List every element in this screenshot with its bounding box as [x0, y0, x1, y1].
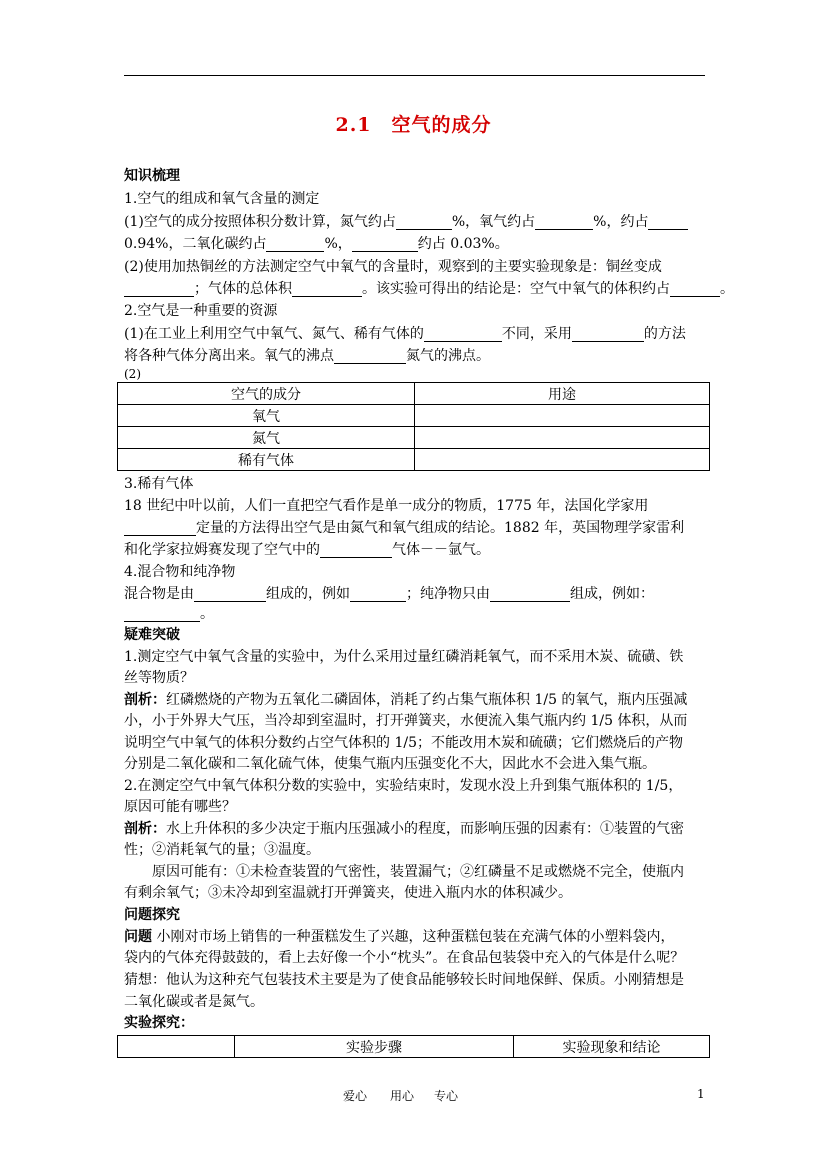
header-rule — [124, 75, 705, 76]
blank — [334, 349, 406, 364]
blank — [352, 237, 418, 252]
table-row — [118, 449, 710, 471]
table-cell — [415, 405, 710, 427]
item-title-4: 4.混合物和纯净物 — [124, 564, 236, 580]
item-title-2: 2.空气是一种重要的资源 — [124, 303, 278, 319]
difficulty-1-question-line-1: 1.测定空气中氧气含量的实验中，为什么采用过量红磷消耗氧气，而不采用木炭、硫磺、铁 — [124, 649, 684, 665]
table-cell — [415, 427, 710, 449]
blank — [490, 587, 570, 602]
difficulty-2-answer-line-2: 性；②消耗氧气的量；③温度。 — [124, 842, 320, 858]
table-cell — [415, 449, 710, 471]
table-cell: 稀有气体 — [118, 449, 415, 471]
air-components-table — [117, 382, 710, 471]
analysis-label: 剖析： — [124, 692, 166, 708]
question-5-line-1: 18 世纪中叶以前，人们一直把空气看作是单一成分的物质，1775 年，法国化学家用 — [124, 498, 649, 514]
table-cell: 氧气 — [118, 405, 415, 427]
question-2-line-2: ；气体的总体积 。该实验可得出的结论是：空气中氧气的体积约占 。 — [124, 281, 734, 297]
difficulty-1-answer-line-1: 剖析：红磷燃烧的产物为五氧化二磷固体，消耗了约占集气瓶体积 1/5 的氧气，瓶内压强减 — [124, 692, 688, 708]
question-6-line-2: 。 — [124, 606, 214, 622]
inquiry-line-4: 二氧化碳或者是氮气。 — [124, 994, 264, 1010]
item-title-3: 3.稀有气体 — [124, 476, 194, 492]
section-heading-knowledge: 知识梳理 — [124, 168, 180, 184]
difficulty-1-answer-line-2: 小，小于外界大气压，当冷却到室温时，打开弹簧夹，水便流入集气瓶内约 1/5 体积，从而 — [124, 713, 688, 729]
section-heading-difficulties: 疑难突破 — [124, 627, 180, 643]
difficulty-2-answer-line-1: 剖析：水上升体积的多少决定于瓶内压强减小的程度，而影响压强的因素有：①装置的气密 — [124, 821, 684, 837]
table-cell: 氮气 — [118, 427, 415, 449]
blank — [670, 282, 720, 297]
question-2-line-1: (2)使用加热铜丝的方法测定空气中氧气的含量时，观察到的主要实验现象是：铜丝变成 — [124, 259, 662, 275]
difficulty-1-answer-line-4: 分别是二氧化碳和二氧化硫气体，使集气瓶内压强变化不大，因此水不会进入集气瓶。 — [124, 756, 656, 772]
blank — [535, 215, 593, 230]
question-5-line-2: 定量的方法得出空气是由氮气和氧气组成的结论。1882 年，英国物理学家雷利 — [124, 520, 684, 536]
question-3-line-2: 将各种气体分离出来。氧气的沸点 氮气的沸点。 — [124, 348, 490, 364]
difficulty-2-answer-line-4: 有剩余氧气；③未冷却到室温就打开弹簧夹，使进入瓶内水的体积减少。 — [124, 885, 572, 901]
blank — [124, 282, 194, 297]
table-header-cell — [118, 1036, 235, 1058]
blank — [424, 327, 502, 342]
blank — [124, 521, 196, 536]
blank — [572, 327, 644, 342]
problem-label: 问题 — [124, 929, 152, 945]
footer-motto-2: 用心 — [390, 1089, 415, 1103]
experiment-heading: 实验探究： — [124, 1015, 194, 1031]
footer-motto-3: 专心 — [434, 1089, 459, 1103]
table-header-row — [118, 1036, 710, 1058]
question-6-line-1: 混合物是由 组成的，例如 ；纯净物只由 组成，例如： — [124, 586, 654, 602]
analysis-label: 剖析： — [124, 821, 166, 837]
inquiry-line-2: 袋内的气体充得鼓鼓的，看上去好像一个小“枕头”。在食品包装袋中充入的气体是什么呢？ — [124, 950, 685, 966]
footer-motto-1: 爱心 — [343, 1089, 368, 1103]
table-header-cell: 用途 — [415, 383, 710, 405]
table-header-row — [118, 383, 710, 405]
question-5-line-3: 和化学家拉姆赛发现了空气中的 气体－－氩气。 — [124, 542, 490, 558]
blank — [124, 607, 200, 622]
inquiry-line-1: 问题 小刚对市场上销售的一种蛋糕发生了兴趣，这种蛋糕包装在充满气体的小塑料袋内， — [124, 929, 675, 945]
section-heading-inquiry: 问题探究 — [124, 907, 180, 923]
blank — [350, 587, 406, 602]
question-1-line-2: 0.94%，二氧化碳约占 %， 约占 0.03%。 — [124, 236, 509, 252]
blank — [266, 237, 324, 252]
table-header-cell: 实验步骤 — [235, 1036, 514, 1058]
question-1-line-1: (1)空气的成分按照体积分数计算，氮气约占 %，氧气约占 %，约占 — [124, 214, 688, 230]
difficulty-2-question-line-2: 原因可能有哪些？ — [124, 799, 236, 815]
blank — [194, 587, 266, 602]
difficulty-2-question-line-1: 2.在测定空气中氧气体积分数的实验中，实验结束时，发现水没上升到集气瓶体积的 1/5， — [124, 778, 683, 794]
inquiry-line-3: 猜想：他认为这种充气包装技术主要是为了使食品能够较长时间地保鲜、保质。小刚猜想是 — [124, 972, 684, 988]
table-row — [118, 427, 710, 449]
item-title-1: 1.空气的组成和氧气含量的测定 — [124, 191, 320, 207]
page-number: 1 — [697, 1087, 705, 1101]
question-4-label: (2) — [124, 367, 141, 381]
difficulty-1-question-line-2: 丝等物质？ — [124, 670, 194, 686]
blank — [648, 215, 688, 230]
blank — [396, 215, 452, 230]
difficulty-1-answer-line-3: 说明空气中氧气的体积分数约占空气体积的 1/5；不能改用木炭和硫磺；它们燃烧后的产物 — [124, 735, 683, 751]
difficulty-2-answer-line-3: 原因可能有：①未检查装置的气密性，装置漏气；②红磷量不足或燃烧不完全，使瓶内 — [152, 864, 684, 880]
blank — [320, 543, 392, 558]
table-row — [118, 405, 710, 427]
experiment-table — [117, 1035, 710, 1058]
blank — [292, 282, 362, 297]
table-header-cell: 实验现象和结论 — [514, 1036, 710, 1058]
table-header-cell: 空气的成分 — [118, 383, 415, 405]
question-3-line-1: (1)在工业上利用空气中氧气、氮气、稀有气体的 不同，采用 的方法 — [124, 326, 686, 342]
page-title: 2.1 空气的成分 — [335, 114, 492, 136]
